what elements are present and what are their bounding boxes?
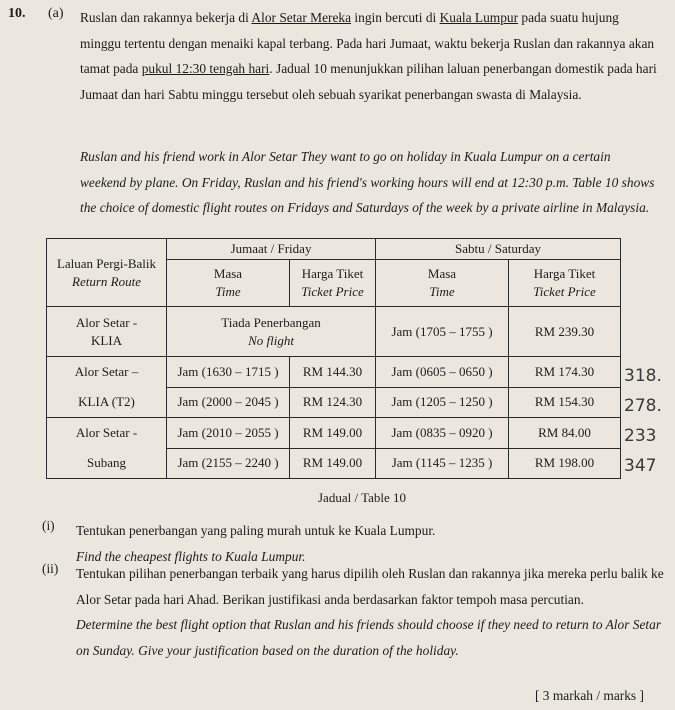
underlined-place: Alor Setar Mereka <box>251 10 352 25</box>
route-name-line1: Alor Setar - <box>75 314 138 330</box>
header-time-malay: Masa <box>213 266 243 281</box>
sat-time-cell: Jam (1145 – 1235 ) <box>376 448 509 479</box>
table-caption: Jadual / Table 10 <box>318 490 407 505</box>
header-price-malay: Harga Tiket <box>533 266 596 281</box>
route-name-line2: KLIA <box>90 332 123 348</box>
sat-price-cell: RM 198.00 <box>509 448 621 479</box>
header-fri-price <box>290 260 376 307</box>
fri-time-cell: Jam (1630 – 1715 ) <box>167 357 290 388</box>
question-text-segment: ingin bercuti di <box>351 10 440 25</box>
route-name-line1: Alor Setar - <box>75 425 138 440</box>
header-route <box>47 239 167 307</box>
sat-time-cell: Jam (0835 – 0920 ) <box>376 418 509 449</box>
subquestion-number: (ii) <box>42 561 59 576</box>
table-row <box>47 357 621 388</box>
handwritten-note: 318. <box>624 366 662 386</box>
sat-price-cell: RM 84.00 <box>509 418 621 449</box>
table-row <box>47 307 621 357</box>
flight-table <box>46 238 621 479</box>
header-price-english: Ticket Price <box>301 284 364 299</box>
handwritten-note: 278. <box>624 396 662 416</box>
fri-price-cell: RM 149.00 <box>290 418 376 449</box>
sat-time-cell: Jam (0605 – 0650 ) <box>376 357 509 388</box>
subquestion-english: Determine the best flight option that Ruslan and his friends should choose if they need to return to Alor Setar on Sunday. Give your justification based on the duration of the holiday. <box>76 617 662 658</box>
question-text-segment: . Jadual 10 menunjukkan pilihan laluan penerbangan domestik pada hari Jumaat dan hari Sabtu minggu tersebut oleh sebuah syarikat penerbangan swasta di Malaysia. <box>80 61 657 102</box>
header-saturday: Sabtu / Saturday <box>376 239 621 260</box>
no-flight-cell <box>167 307 376 357</box>
question-text-segment: Ruslan dan rakannya bekerja di <box>80 10 252 25</box>
sat-time-cell: Jam (1705 – 1755 ) <box>376 307 509 357</box>
header-sat-time <box>376 260 509 307</box>
header-friday: Jumaat / Friday <box>167 239 376 260</box>
table-header-row <box>47 239 621 260</box>
question-text-segment: pada suatu hujung minggu tertentu dengan menaiki kapal terbang. Pada hari Jumaat, waktu bekerja Ruslan dan rakannya akan tamat pada <box>80 10 655 76</box>
route-name-cell <box>47 418 167 479</box>
route-name-line2: KLIA (T2) <box>78 394 135 409</box>
header-time-malay: Masa <box>427 266 457 281</box>
no-flight-malay: Tiada Penerbangan <box>221 314 321 330</box>
subquestion-number: (i) <box>42 518 55 533</box>
fri-time-cell: Jam (2000 – 2045 ) <box>167 387 290 418</box>
header-price-english: Ticket Price <box>533 284 596 299</box>
header-route-english: Return Route <box>72 273 141 289</box>
subquestion-malay: Tentukan pilihan penerbangan terbaik yang harus dipilih oleh Ruslan dan rakannya jika mereka perlu balik ke Alor Setar pada hari Ahad. Berikan justifikasi anda berdasarkan faktor tempoh masa percutian. <box>76 566 664 607</box>
route-name-cell <box>47 307 167 357</box>
route-name-line2: Subang <box>87 455 126 470</box>
underlined-destination: Kuala Lumpur <box>439 10 519 25</box>
marks-label: [ 3 markah / marks ] <box>535 688 644 703</box>
fri-price-cell: RM 124.30 <box>290 387 376 418</box>
header-time-english: Time <box>429 284 455 299</box>
question-text-english: Ruslan and his friend work in Alor Setar They want to go on holiday in Kuala Lumpur on a certain weekend by plane. On Friday, Ruslan and his friend's working hours will end at 12:30 p.m. Table 10 shows the choice of domestic flight routes on Fridays and Saturdays of the week by a private airline in Malaysia. <box>80 149 655 215</box>
handwritten-note: 347 <box>624 456 657 476</box>
sat-price-cell: RM 239.30 <box>509 307 621 357</box>
underlined-time: pukul 12:30 tengah hari <box>141 61 270 76</box>
header-sat-price <box>509 260 621 307</box>
header-route-malay: Laluan Pergi-Balik <box>56 255 157 271</box>
subquestion-malay: Tentukan penerbangan yang paling murah untuk ke Kuala Lumpur. <box>76 523 436 538</box>
route-name-cell <box>47 357 167 418</box>
question-part: (a) <box>48 6 64 21</box>
fri-time-cell: Jam (2155 – 2240 ) <box>167 448 290 479</box>
table-row <box>47 418 621 449</box>
subquestion-english: Find the cheapest flights to Kuala Lumpur. <box>76 548 306 564</box>
header-fri-time <box>167 260 290 307</box>
question-text-malay <box>80 5 658 107</box>
no-flight-english: No flight <box>248 332 294 348</box>
sat-price-cell: RM 174.30 <box>509 357 621 388</box>
fri-time-cell: Jam (2010 – 2055 ) <box>167 418 290 449</box>
sat-price-cell: RM 154.30 <box>509 387 621 418</box>
route-name-line1: Alor Setar – <box>74 364 139 379</box>
handwritten-note: 233 <box>624 426 657 446</box>
fri-price-cell: RM 149.00 <box>290 448 376 479</box>
header-price-malay: Harga Tiket <box>301 266 364 281</box>
question-number: 10. <box>8 6 26 21</box>
fri-price-cell: RM 144.30 <box>290 357 376 388</box>
header-time-english: Time <box>215 284 241 299</box>
subquestion-text <box>76 561 675 663</box>
sat-time-cell: Jam (1205 – 1250 ) <box>376 387 509 418</box>
